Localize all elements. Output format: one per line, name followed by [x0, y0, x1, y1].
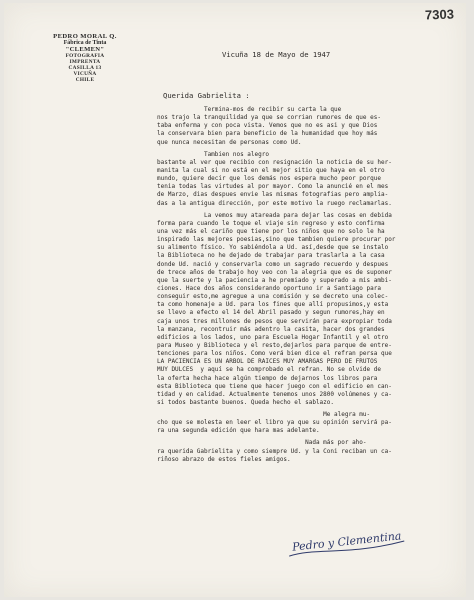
- paragraph: [157, 151, 457, 208]
- body-line: inspirado las mejores poesias,sino que tambien quiere procurar por: [157, 236, 396, 244]
- body-line: manita la cual si no está en el mejor sitio que haya en el otro: [157, 166, 385, 174]
- body-line: la Biblioteca no he dejado de trabajar para traslarla a la casa: [157, 252, 385, 260]
- salutation: Querida Gabrielita :: [163, 91, 250, 100]
- body-line: ciones. Hace dos años considerando oportuno ir a Santiago para: [157, 284, 381, 292]
- body-line: edificios a los lados, uno para Escuela Hogar Infantil y el otro: [157, 333, 389, 341]
- body-line: de trece años de trabajo hoy veo con la alegria que es de suponer: [157, 268, 392, 276]
- body-line: Me alegra mu-: [157, 411, 371, 419]
- letterhead-line: IMPRENTA: [69, 59, 101, 65]
- body-line: una vez más el cariño que tiene por los niños que no solo le ha: [157, 227, 385, 235]
- letterhead-line: CASILLA 13: [68, 65, 102, 71]
- catalog-number: 7303: [424, 6, 455, 23]
- letterhead-line: CHILE: [75, 77, 95, 83]
- letterhead-line: FOTOGRAFIA: [65, 53, 105, 59]
- body-line: que nunca necesitan de personas como Ud.: [157, 138, 302, 146]
- body-line: bastante al ver que recibio con resignación la noticia de su her-: [157, 158, 392, 166]
- body-line: tenia todas las virtudes al por mayor. Como la anuncié en el mes: [157, 183, 389, 191]
- signature-text: Pedro y Clementina: [291, 529, 402, 554]
- body-line: conseguir esto,me agregue a una comisión y se decreto una colec-: [157, 293, 389, 301]
- body-line: que la suerte y la paciencia a he premiado y superado a mis ambi-: [157, 276, 392, 284]
- body-line: Tambien nos alegro: [157, 150, 269, 158]
- letterhead-line: Fábrica de Tinta: [63, 40, 107, 46]
- body-line: LA PACIENCIA ES UN ARBOL DE RAICES MUY AMARGAS PERO DE FRUTOS: [157, 358, 378, 366]
- body-line: tidad y en calidad. Actualmente tenemos unos 2800 volúmenes y ca-: [157, 390, 392, 398]
- body-line: La vemos muy atareada para dejar las cosas en debida: [157, 211, 392, 219]
- body-line: tenciones para los niños. Como verá bien dice el refran persa que: [157, 350, 392, 358]
- body-line: forma para cuando le toque el viaje sin regreso y esto confirma: [157, 219, 385, 227]
- body-line: caja unos tres millones de pesos que servirán para expropiar toda: [157, 317, 392, 325]
- body-line: ra una segunda edición que hara mas adelante.: [157, 427, 320, 435]
- body-line: ta como homenaje a Ud. para los fines que allí propusimos,y esta: [157, 301, 389, 309]
- handwritten-signature: [292, 529, 402, 553]
- body-line: riñoso abrazo de estos fieles amigos.: [157, 455, 291, 463]
- letterhead-line: VICUÑA: [73, 71, 97, 77]
- body-line: esta Biblioteca que tiene que hacer juego con el edificio en can-: [157, 382, 392, 390]
- body-line: nos trajo la tranquilidad ya que se corrian rumores de que es-: [157, 114, 381, 122]
- body-line: si todos bastante buenos. Queda hecho el sablazo.: [157, 398, 335, 406]
- paragraph: [157, 106, 457, 147]
- letterhead-line: "CLEMEN": [65, 46, 105, 53]
- letter-body: [157, 106, 457, 464]
- body-line: la oferta hecha hace algún tiempo de dejarnos los libros para: [157, 374, 378, 382]
- body-line: ra querida Gabrielita y como siempre Ud. y la Coni reciban un ca-: [157, 447, 392, 455]
- letterhead-line: PEDRO MORAL Q.: [53, 33, 117, 40]
- body-line: taba enferma y con poca vista. Vemos que no es asi y que Dios: [157, 122, 378, 130]
- paragraph: [157, 411, 457, 435]
- paragraph: [157, 439, 457, 463]
- paragraph: [157, 212, 457, 407]
- body-line: la manzana, recontruir más adentro la casita, hacer dos grandes: [157, 325, 385, 333]
- body-line: cho que se molesta en leer el libro ya que su opinión servirá pa-: [157, 419, 392, 427]
- body-line: das a la antigua dirección, por este motivo la ruego reclamarlas.: [157, 199, 392, 207]
- body-line: MUY DULCES y aquí se ha comprobado el refran. No se olvide de: [157, 366, 381, 374]
- body-line: se llevo a efecto el 14 del Abril pasado y segun rumores,hay en: [157, 309, 385, 317]
- body-line: de Marzo, dias despues envie las mismas fotografias pero amplia-: [157, 191, 389, 199]
- letter-date: Vicuña 18 de Mayo de 1947: [222, 50, 331, 59]
- body-line: la conservara bien para beneficio de la humanidad que hoy más: [157, 130, 378, 138]
- body-line: donde Ud. nació y conservarla como un sagrado recuerdo y despues: [157, 260, 389, 268]
- body-line: Nada más por aho-: [157, 439, 367, 447]
- body-line: Termina-mos de recibir su carta la que: [157, 106, 342, 113]
- body-line: para Museo y Biblioteca y el resto,dejarlos para parque de entre-: [157, 341, 392, 349]
- body-line: su alimento físico. Yo sabiéndola a Ud. así,desde que se instalo: [157, 244, 389, 252]
- letter-page: [4, 3, 466, 597]
- letterhead: [30, 33, 140, 83]
- body-line: mundo, quiere decir que los demás nos espera mucho peor porque: [157, 175, 381, 183]
